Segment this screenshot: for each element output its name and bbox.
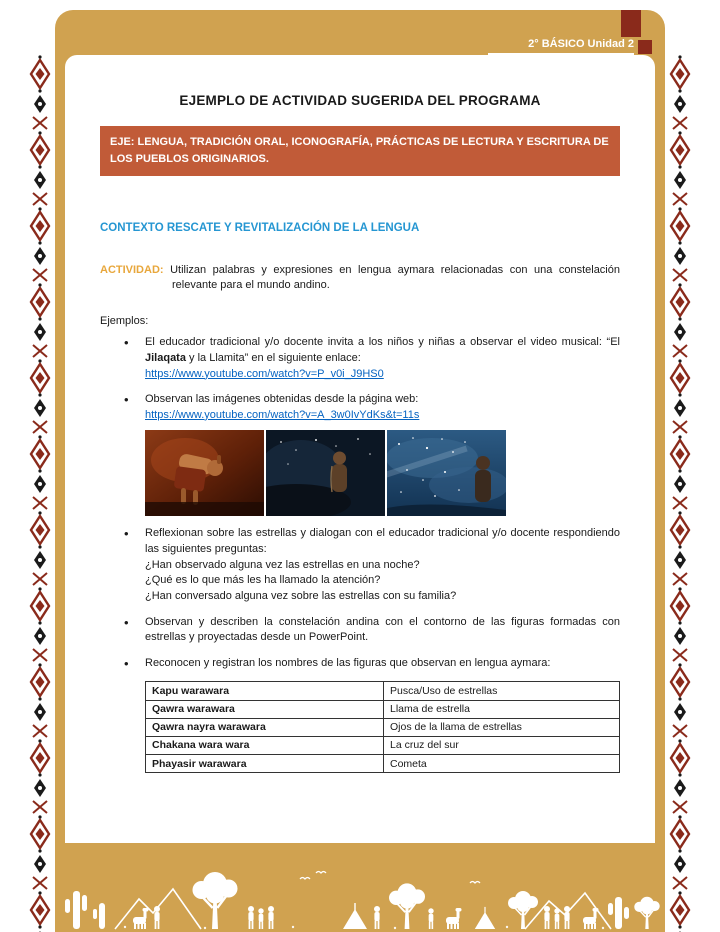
spanish-meaning: Ojos de la llama de estrellas: [384, 718, 620, 736]
page-title: EJEMPLO DE ACTIVIDAD SUGERIDA DEL PROGRAMA: [179, 93, 541, 108]
bullet-images-text: Observan las imágenes obtenidas desde la página web:: [145, 393, 419, 406]
bottom-decorative-band: [55, 843, 665, 932]
aymara-term: Kapu warawara: [146, 682, 384, 700]
table-row: [146, 755, 620, 773]
spanish-meaning: Cometa: [384, 755, 620, 773]
bullet-video-text-after: y la Llamita” en el siguiente enlace:: [185, 352, 361, 365]
aymara-table: [145, 681, 620, 773]
badge-red-tab: [621, 10, 641, 37]
content-panel: [65, 55, 655, 843]
unit-badge: 2° BÁSICO Unidad 2: [488, 38, 634, 55]
examples-label: Ejemplos:: [100, 314, 149, 327]
spanish-meaning: Pusca/Uso de estrellas: [384, 682, 620, 700]
aymara-term: Qawra nayra warawara: [146, 718, 384, 736]
video-stills-row: [145, 430, 620, 516]
bullet-register: [100, 656, 620, 672]
activity-paragraph: [100, 263, 620, 294]
video-still-1: [145, 430, 264, 516]
bullet-video: [100, 335, 620, 382]
reflect-question-3: ¿Han conversado alguna vez sobre las estrellas con su familia?: [145, 589, 457, 602]
bullet-constellation-text: Observan y describen la constelación andina con el contorno de las figuras formadas con estrellas y proyectadas desde un PowerPoint.: [145, 615, 620, 644]
bullet-register-text: Reconocen y registran los nombres de las figuras que observan en lengua aymara:: [145, 656, 551, 669]
aymara-term: Phayasir warawara: [146, 755, 384, 773]
spanish-meaning: Llama de estrella: [384, 700, 620, 718]
table-row: [146, 682, 620, 700]
video-still-3: [387, 430, 506, 516]
bullet-constellation: [100, 615, 620, 646]
activity-text: Utilizan palabras y expresiones en lengua aymara relacionadas con una constelación relevante para el mundo andino.: [163, 263, 620, 292]
video-still-2: [266, 430, 385, 516]
silhouette-landscape-icon: [55, 843, 665, 932]
reflect-question-2: ¿Qué es lo que más les ha llamado la atención?: [145, 574, 381, 587]
context-heading: CONTEXTO RESCATE Y REVITALIZACIÓN DE LA LENGUA: [100, 222, 420, 235]
eje-banner: EJE: LENGUA, TRADICIÓN ORAL, ICONOGRAFÍA, PRÁCTICAS DE LECTURA Y ESCRITURA DE LOS PUEBLOS ORIGINARIOS.: [100, 126, 620, 176]
images-link[interactable]: https://www.youtube.com/watch?v=A_3w0IvYdKs&t=11s: [145, 408, 420, 421]
badge-red-square: [638, 40, 652, 54]
video-link[interactable]: https://www.youtube.com/watch?v=P_v0i_J9HS0: [145, 367, 384, 380]
table-row: [146, 736, 620, 754]
andean-pattern-right-icon: [668, 55, 692, 932]
bullet-reflect: [100, 526, 620, 604]
andean-pattern-left-icon: [28, 55, 52, 932]
activity-label: ACTIVIDAD:: [100, 263, 164, 276]
bullet-video-text-before: El educador tradicional y/o docente invita a los niños y niñas a observar el video musical: “El: [145, 336, 620, 349]
aymara-term: Qawra warawara: [146, 700, 384, 718]
aymara-term: Chakana wara wara: [146, 736, 384, 754]
activity-bullet-list: [100, 335, 620, 671]
table-row: [146, 700, 620, 718]
reflect-question-1: ¿Han observado alguna vez las estrellas en una noche?: [145, 558, 420, 571]
bullet-reflect-text: Reflexionan sobre las estrellas y dialogan con el educador tradicional y/o docente respondiendo las siguientes preguntas:: [145, 527, 620, 556]
table-row: [146, 718, 620, 736]
bullet-video-bold-term: Jilaqata: [145, 352, 186, 365]
spanish-meaning: La cruz del sur: [384, 736, 620, 754]
bullet-images: [100, 392, 620, 516]
